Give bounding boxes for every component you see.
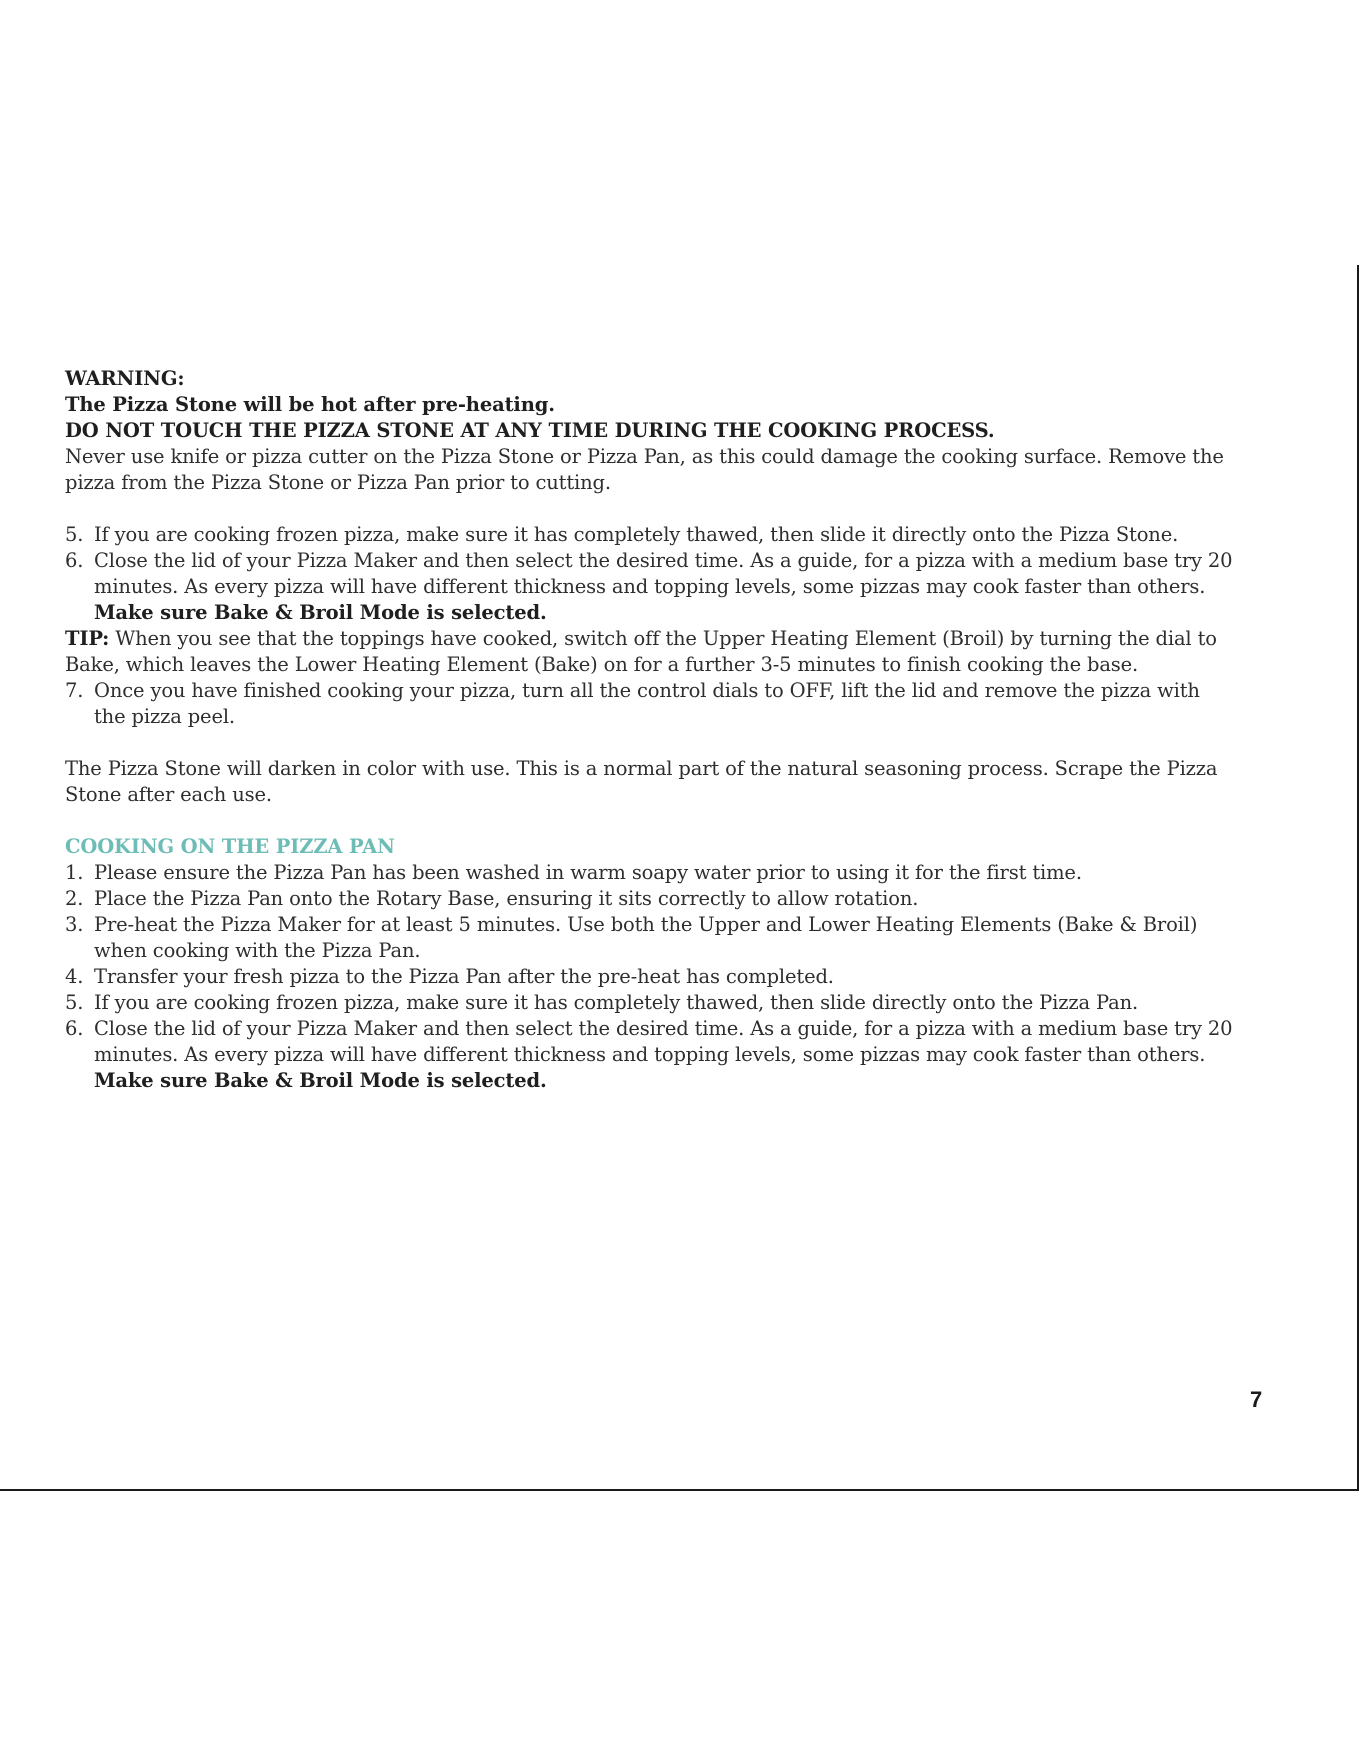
- list-text: Once you have finished cooking your pizza, turn all the control dials to OFF, lift the lid and remove the pizza with the pizza peel.: [94, 679, 1200, 728]
- tip-text: When you see that the toppings have cooked, switch off the Upper Heating Element (Broil) by turning the dial to Bake, which leaves the Lower Heating Element (Bake) on for a further 3-5 minutes to finish cooking the base.: [65, 627, 1217, 676]
- list-text: Close the lid of your Pizza Maker and then select the desired time. As a guide, for a pizza with a medium base try 20 minutes. As every pizza will have different thickness and topping levels, some pizzas may cook faster than others.: [94, 549, 1233, 598]
- list-item: [65, 886, 1235, 912]
- list-text: Place the Pizza Pan onto the Rotary Base, ensuring it sits correctly to allow rotation.: [94, 887, 919, 910]
- warning-line-2: DO NOT TOUCH THE PIZZA STONE AT ANY TIME DURING THE COOKING PROCESS.: [65, 419, 995, 442]
- list-item: [65, 990, 1235, 1016]
- list-item: [65, 548, 1235, 600]
- list-text: Please ensure the Pizza Pan has been washed in warm soapy water prior to using it for the first time.: [94, 861, 1082, 884]
- list-text: Transfer your fresh pizza to the Pizza Pan after the pre-heat has completed.: [94, 965, 834, 988]
- list-item: [65, 522, 1235, 548]
- bake-broil-note: Make sure Bake & Broil Mode is selected.: [94, 1069, 547, 1092]
- list-number: 4.: [65, 965, 84, 988]
- list-number: 1.: [65, 861, 84, 884]
- list-number: 6.: [65, 1017, 84, 1040]
- warning-body: Never use knife or pizza cutter on the Pizza Stone or Pizza Pan, as this could damage the cooking surface. Remove the pizza from the Pizza Stone or Pizza Pan prior to cutting.: [65, 445, 1224, 494]
- page-number: 7: [1250, 1387, 1263, 1412]
- list-item: [65, 964, 1235, 990]
- list-item: [65, 860, 1235, 886]
- crop-mark-right: [1357, 265, 1359, 1491]
- list-number: 5.: [65, 523, 84, 546]
- list-number: 3.: [65, 913, 84, 936]
- crop-mark-bottom: [0, 1489, 1359, 1491]
- list-text: If you are cooking frozen pizza, make sure it has completely thawed, then slide directly onto the Pizza Pan.: [94, 991, 1139, 1014]
- page-content: [65, 366, 1235, 1094]
- tip-paragraph: [65, 626, 1235, 678]
- warning-label: WARNING:: [65, 367, 185, 390]
- list-number: 6.: [65, 549, 84, 572]
- tip-label: TIP:: [65, 627, 110, 650]
- list-text: Pre-heat the Pizza Maker for at least 5 minutes. Use both the Upper and Lower Heating Elements (Bake & Broil) when cooking with the Pizza Pan.: [94, 913, 1198, 962]
- list-text: Close the lid of your Pizza Maker and then select the desired time. As a guide, for a pizza with a medium base try 20 minutes. As every pizza will have different thickness and topping levels, some pizzas may cook faster than others.: [94, 1017, 1233, 1066]
- list-number: 5.: [65, 991, 84, 1014]
- list-number: 7.: [65, 679, 84, 702]
- list-item: [65, 678, 1235, 730]
- list-item: [65, 1016, 1235, 1068]
- list-item: [65, 912, 1235, 964]
- list-number: 2.: [65, 887, 84, 910]
- stone-seasoning-note: The Pizza Stone will darken in color with use. This is a normal part of the natural seasoning process. Scrape the Pizza Stone after each use.: [65, 757, 1218, 806]
- list-text: If you are cooking frozen pizza, make sure it has completely thawed, then slide it directly onto the Pizza Stone.: [94, 523, 1179, 546]
- section-heading: COOKING ON THE PIZZA PAN: [65, 835, 395, 858]
- bake-broil-note: Make sure Bake & Broil Mode is selected.: [94, 601, 547, 624]
- warning-line-1: The Pizza Stone will be hot after pre-heating.: [65, 393, 555, 416]
